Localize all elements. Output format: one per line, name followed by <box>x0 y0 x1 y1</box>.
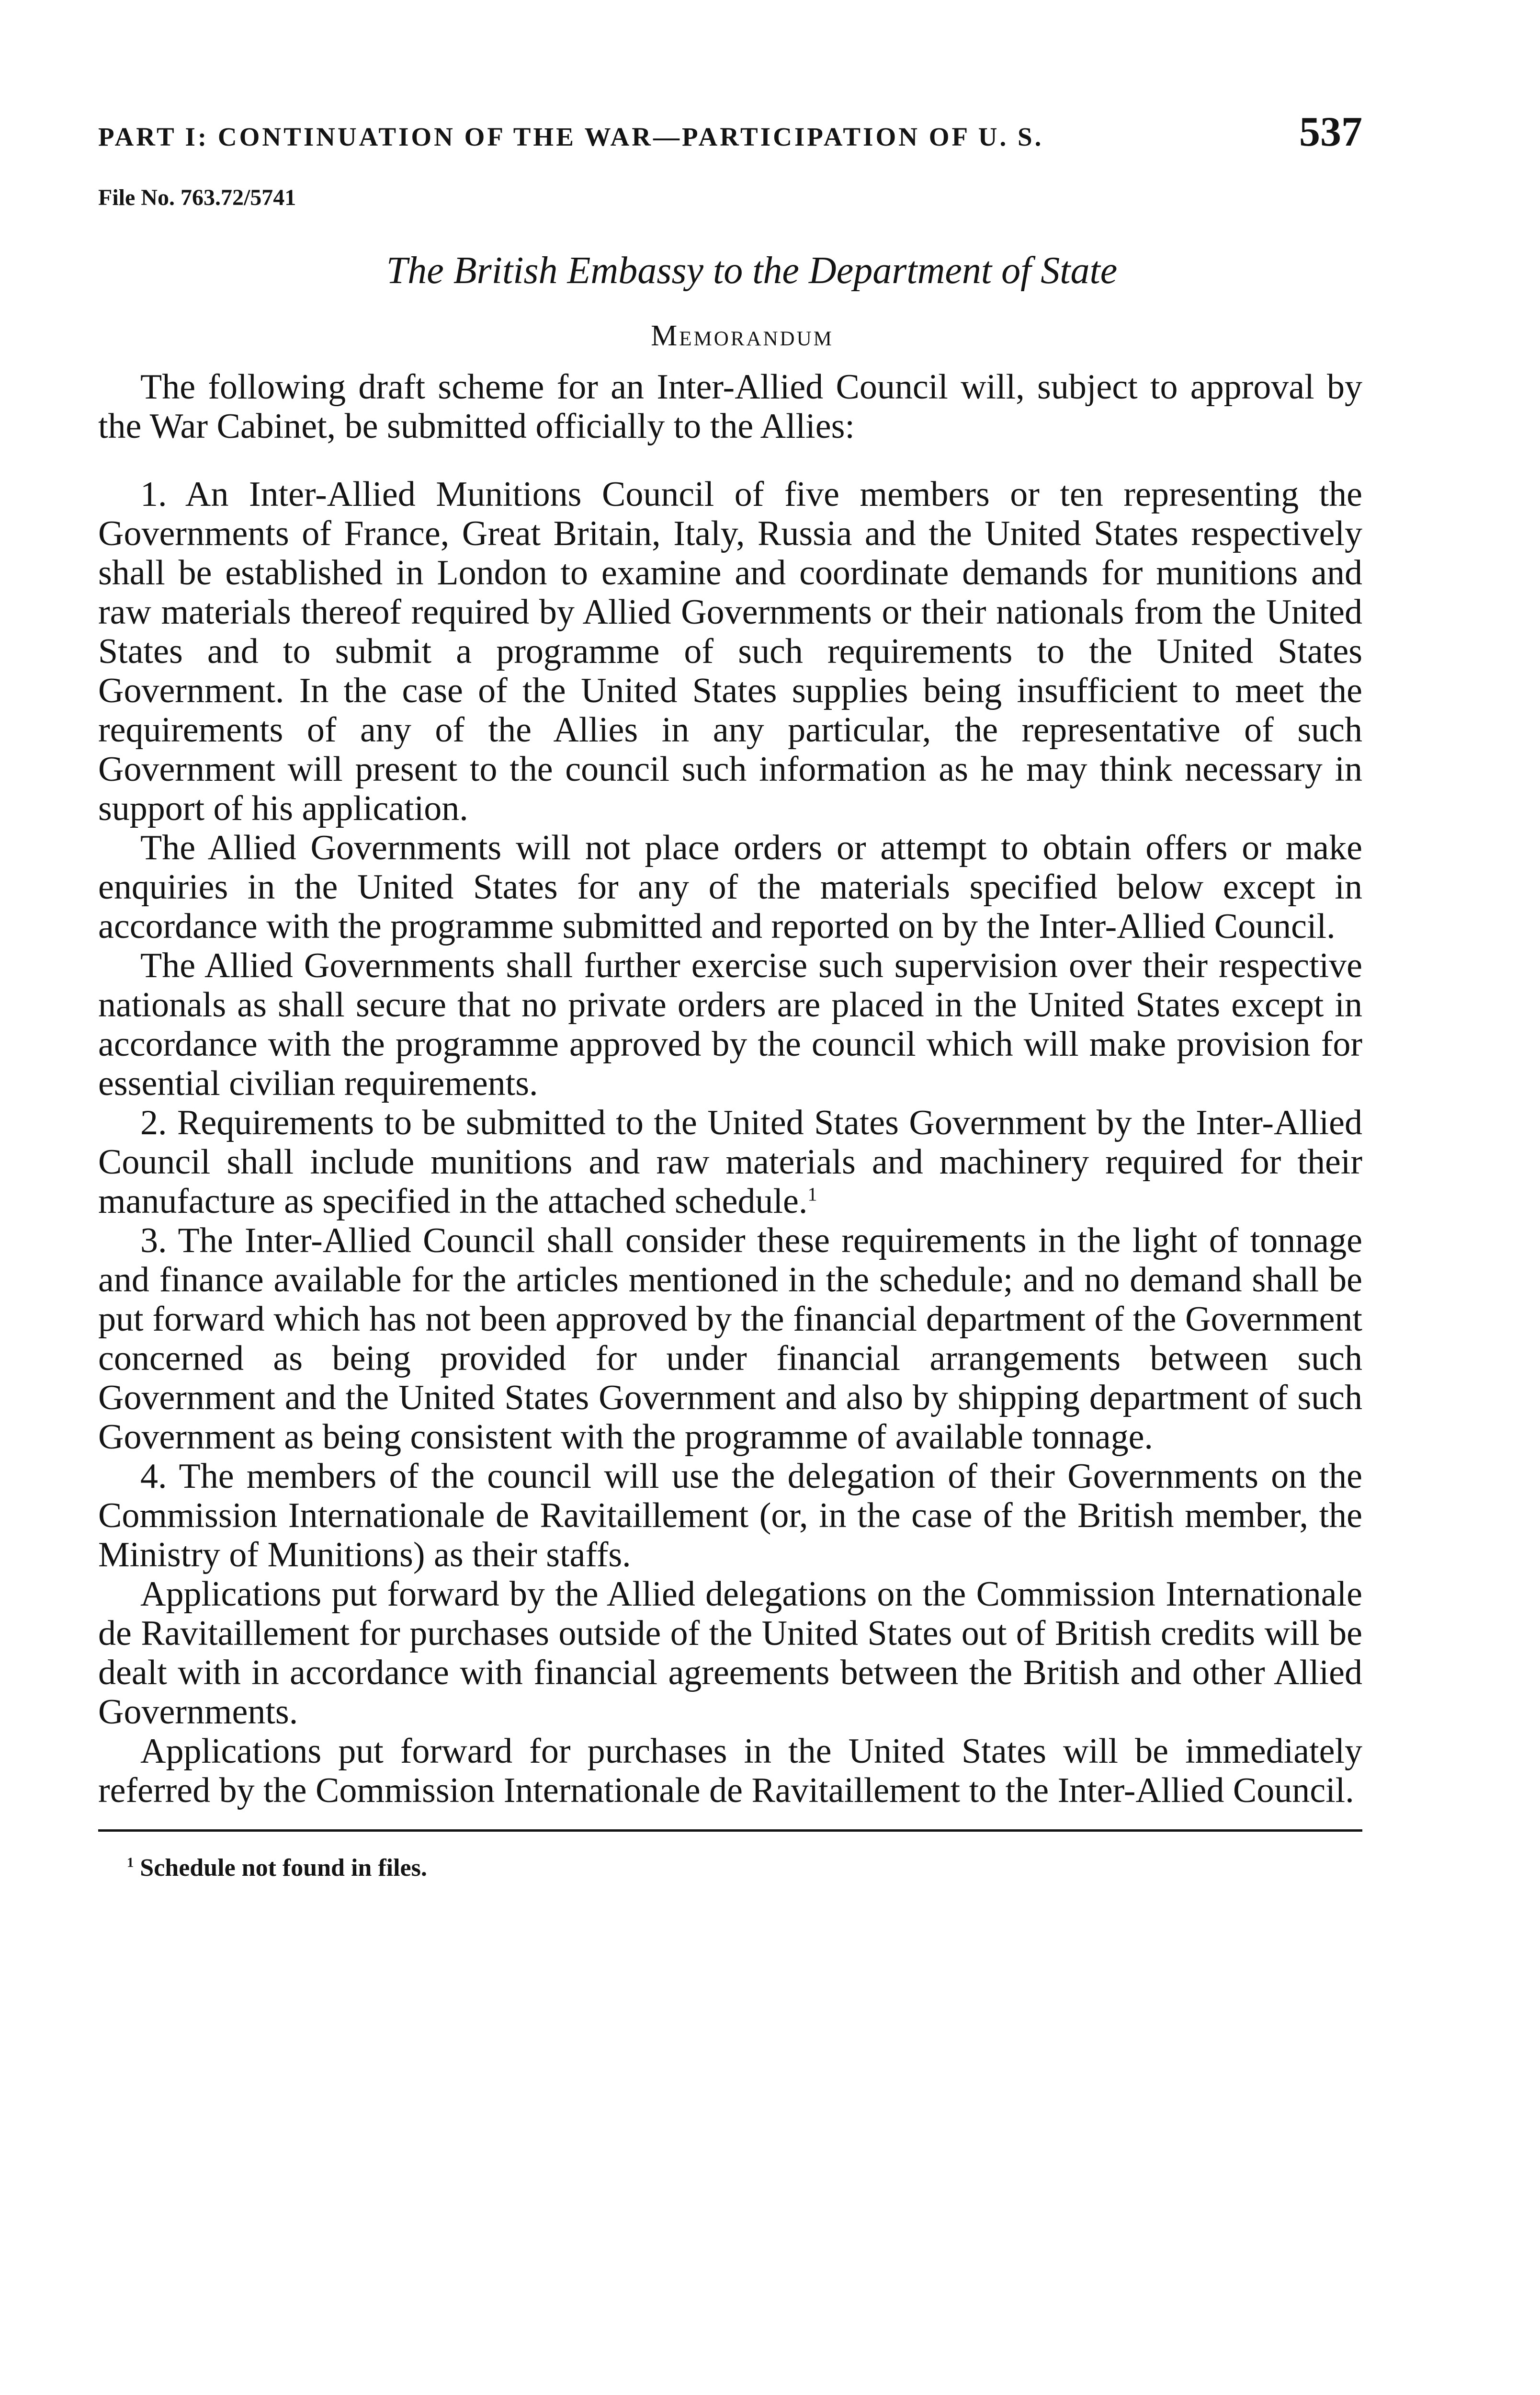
file-number: File No. 763.72/5741 <box>98 185 296 210</box>
document-subtitle: Memorandum <box>651 319 834 352</box>
paragraph-1: 1. An Inter-Allied Munitions Council of five members or ten representing the Governments of France, Great Britain, Italy, Russia and the United States respectively shall be established in London to examine and coordinate demands for munitions and raw materials thereof required by Allied Governments or their nationals from the United States and to submit a programme of such requirements to the United States Government. In the case of the United States supplies being insufficient to meet the requirements of any of the Allies in any particular, the representative of such Government will present to the council such information as he may think necessary in support of his application. <box>98 475 1362 828</box>
footnote-marker: 1 <box>127 1855 134 1870</box>
document-title: The British Embassy to the Department of State <box>386 250 1118 292</box>
running-title: PART I: CONTINUATION OF THE WAR—PARTICIPATION OF U. S. <box>98 122 1044 151</box>
footnote-text: Schedule not found in files. <box>140 1854 427 1882</box>
document-page <box>98 108 1362 1882</box>
page-number: 537 <box>1299 109 1362 155</box>
paragraph-4: 4. The members of the council will use the delegation of their Governments on the Commission Internationale de Ravitaillement (or, in the case of the British member, the Ministry of Munitions) as their staffs. <box>98 1457 1362 1574</box>
paragraph-3: 3. The Inter-Allied Council shall consider these requirements in the light of tonnage and finance available for the articles mentioned in the schedule; and no demand shall be put forward which has not been approved by the financial department of the Government concerned as being provided for under financial arrangements between such Government and the United States Government and also by shipping department of such Government as being consistent with the programme of available tonnage. <box>98 1221 1362 1457</box>
footnote-reference: 1 <box>807 1183 817 1205</box>
paragraph-applications-outside: Applications put forward by the Allied delegations on the Commission Internationale de Ravitaillement for purchases outside of the United States out of British credits will be dealt with in accordance with financial agreements between the British and other Allied Governments. <box>98 1574 1362 1732</box>
paragraph-2-text: 2. Requirements to be submitted to the United States Government by the Inter-Allied Council shall include munitions and raw materials and machinery required for their manufacture as specified in the attached schedule. <box>98 1103 1362 1221</box>
paragraph-intro: The following draft scheme for an Inter-Allied Council will, subject to approval by the War Cabinet, be submitted officially to the Allies: <box>98 367 1362 446</box>
footnote-divider <box>98 1829 1362 1832</box>
paragraph-orders: The Allied Governments will not place orders or attempt to obtain offers or make enquiries in the United States for any of the materials specified below except in accordance with the programme submitted and reported on by the Inter-Allied Council. <box>98 828 1362 946</box>
paragraph-supervision: The Allied Governments shall further exercise such supervision over their respective nationals as shall secure that no private orders are placed in the United States except in accordance with the programme approved by the council which will make provision for essential civilian requirements. <box>98 946 1362 1103</box>
paragraph-2 <box>98 1103 1362 1221</box>
footnote <box>98 1854 1362 1882</box>
memorandum-body <box>98 367 1362 1810</box>
paragraph-applications-us: Applications put forward for purchases in the United States will be immediately referred by the Commission Internationale de Ravitaillement to the Inter-Allied Council. <box>98 1732 1362 1810</box>
running-header <box>98 108 1362 165</box>
